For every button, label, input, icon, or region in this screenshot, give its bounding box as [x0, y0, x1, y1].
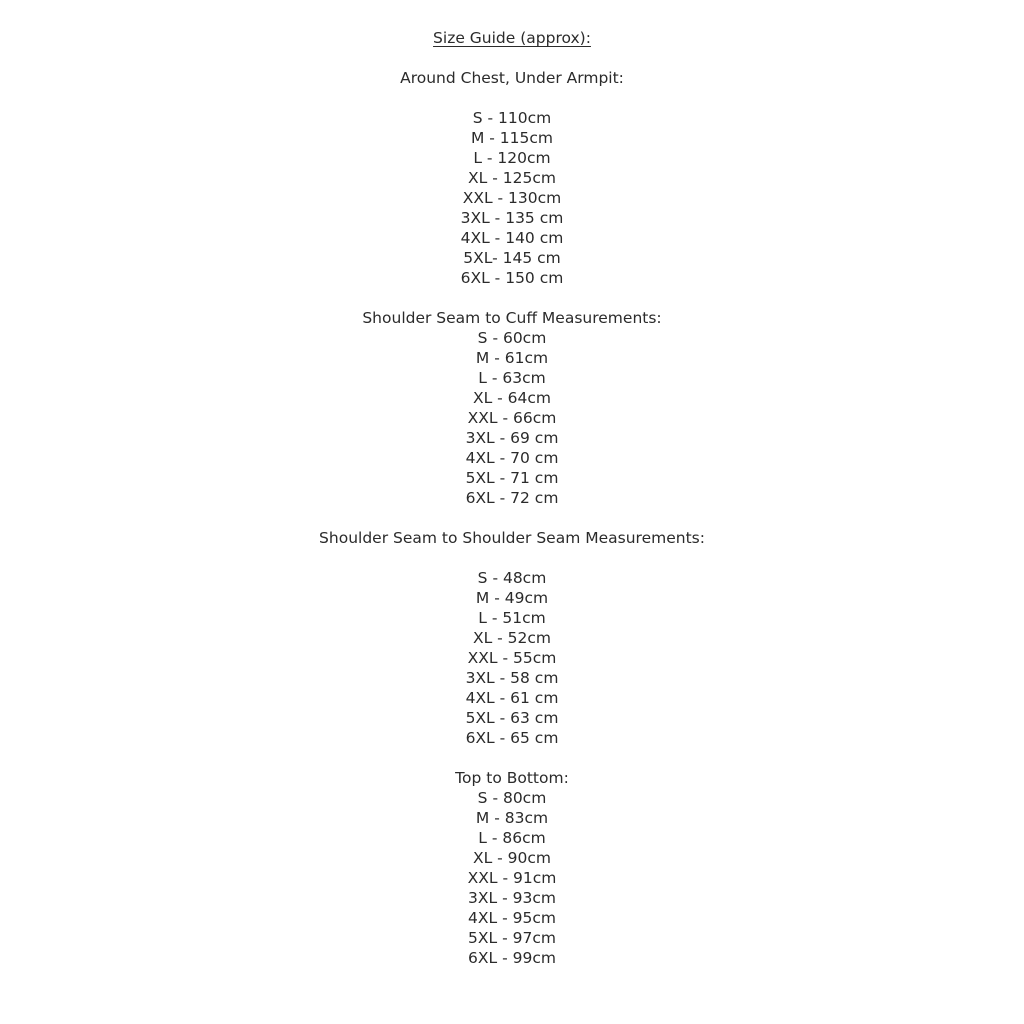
measurement-row: XL - 64cm [472, 389, 552, 407]
measurement-row: L - 51cm [478, 609, 546, 627]
section-heading: Top to Bottom: [455, 769, 569, 787]
measurement-row: 4XL - 70 cm [465, 449, 559, 467]
measurement-row: 3XL - 69 cm [465, 429, 559, 447]
measurement-row: 3XL - 58 cm [465, 669, 559, 687]
measurement-row: XL - 90cm [472, 849, 552, 867]
spacer [0, 88, 1024, 108]
measurement-row: 6XL - 72 cm [465, 489, 559, 507]
measurement-row: XXL - 66cm [467, 409, 557, 427]
measurement-list [0, 788, 1024, 968]
measurement-list [0, 328, 1024, 508]
measurement-row: 5XL- 145 cm [463, 249, 561, 267]
size-section-length [0, 768, 1024, 968]
measurement-row: M - 115cm [470, 129, 554, 147]
measurement-row: 6XL - 150 cm [460, 269, 564, 287]
measurement-row: 5XL - 97cm [468, 929, 556, 947]
measurement-row: 3XL - 93cm [468, 889, 556, 907]
measurement-row: 4XL - 95cm [468, 909, 556, 927]
measurement-row: L - 120cm [473, 149, 551, 167]
measurement-row: 3XL - 135 cm [460, 209, 564, 227]
section-heading: Around Chest, Under Armpit: [400, 69, 624, 87]
measurement-row: 4XL - 61 cm [465, 689, 559, 707]
measurement-row: XXL - 91cm [467, 869, 557, 887]
measurement-row: 6XL - 99cm [468, 949, 556, 967]
section-heading: Shoulder Seam to Shoulder Seam Measurements: [319, 529, 705, 547]
measurement-row: S - 60cm [477, 329, 547, 347]
size-section-chest [0, 68, 1024, 288]
measurement-row: L - 86cm [478, 829, 546, 847]
measurement-row: S - 48cm [477, 569, 547, 587]
measurement-row: M - 49cm [475, 589, 549, 607]
measurement-row: XXL - 55cm [467, 649, 557, 667]
measurement-row: 6XL - 65 cm [465, 729, 559, 747]
measurement-row: M - 61cm [475, 349, 549, 367]
page-title: Size Guide (approx): [433, 29, 591, 47]
measurement-row: 5XL - 71 cm [465, 469, 559, 487]
measurement-row: S - 80cm [477, 789, 547, 807]
measurement-row: L - 63cm [478, 369, 546, 387]
measurement-row: S - 110cm [472, 109, 552, 127]
size-section-shoulder [0, 528, 1024, 748]
measurement-row: M - 83cm [475, 809, 549, 827]
measurement-row: 5XL - 63 cm [465, 709, 559, 727]
measurement-row: XL - 52cm [472, 629, 552, 647]
size-section-sleeve [0, 308, 1024, 508]
spacer [0, 548, 1024, 568]
measurement-row: 4XL - 140 cm [460, 229, 564, 247]
measurement-row: XXL - 130cm [462, 189, 562, 207]
measurement-list [0, 108, 1024, 288]
section-heading: Shoulder Seam to Cuff Measurements: [362, 309, 662, 327]
measurement-row: XL - 125cm [468, 169, 556, 187]
measurement-list [0, 568, 1024, 748]
